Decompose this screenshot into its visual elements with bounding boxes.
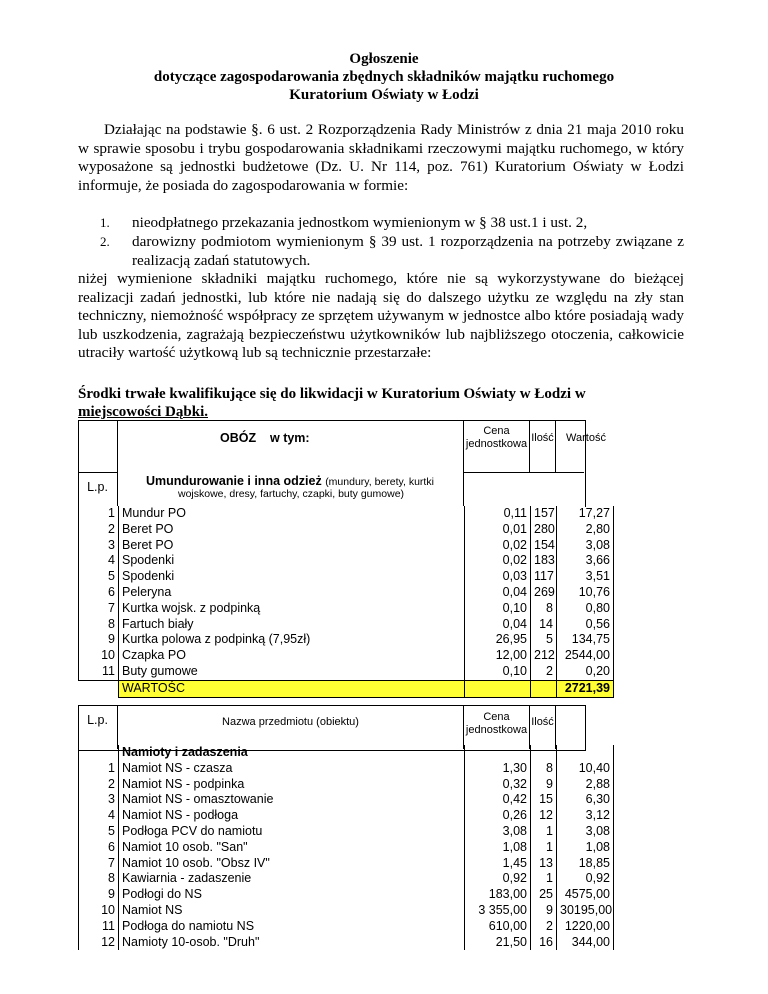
- group-empty: [557, 745, 614, 761]
- announcement-title: Ogłoszenie: [349, 51, 419, 67]
- item-name: Czapka PO: [119, 648, 465, 664]
- quantity: 212: [531, 648, 557, 664]
- table-row: [79, 585, 614, 601]
- value: 0,92: [557, 871, 614, 887]
- table-row: [79, 792, 614, 808]
- row-number: 10: [79, 648, 119, 664]
- section-title-line2: miejscowości Dąbki.: [78, 404, 208, 420]
- quantity: 154: [531, 538, 557, 554]
- table2: [78, 745, 614, 950]
- row-number: 9: [79, 887, 119, 903]
- quantity: 8: [531, 761, 557, 777]
- unit-price: 3 355,00: [465, 903, 531, 919]
- quantity: 117: [531, 569, 557, 585]
- item-name: Buty gumowe: [119, 664, 465, 680]
- table1-qty-header: Ilość: [531, 432, 554, 444]
- unit-price: 3,08: [465, 824, 531, 840]
- item-name: Kurtka wojsk. z podpinką: [119, 601, 465, 617]
- value: 344,00: [557, 935, 614, 951]
- table2-qty-header: Ilość: [531, 716, 554, 728]
- table-row: [79, 601, 614, 617]
- table-row: [79, 887, 614, 903]
- row-number: 6: [79, 840, 119, 856]
- item-name: Namiot 10 osob. "Obsz IV": [119, 856, 465, 872]
- value: 10,40: [557, 761, 614, 777]
- list-number: 1.: [100, 215, 110, 230]
- value: 3,51: [557, 569, 614, 585]
- table1-lp-header: L.p.: [87, 480, 108, 494]
- row-number: 11: [79, 664, 119, 680]
- quantity: 16: [531, 935, 557, 951]
- group-empty: [531, 745, 557, 761]
- item-name: Beret PO: [119, 522, 465, 538]
- item-name: Namiot 10 osob. "San": [119, 840, 465, 856]
- unit-price: 610,00: [465, 919, 531, 935]
- table-row: [79, 808, 614, 824]
- list-text: nieodpłatnego przekazania jednostkom wymienionym w § 38 ust.1 i ust. 2,: [132, 214, 588, 231]
- item-name: Fartuch biały: [119, 617, 465, 633]
- row-number: 12: [79, 935, 119, 951]
- value: 30195,00: [557, 903, 614, 919]
- row-number: 3: [79, 538, 119, 554]
- quantity: 8: [531, 601, 557, 617]
- table1-group-title: Umundurowanie i inna odzież (mundury, berety, kurtki: [146, 474, 434, 488]
- unit-price: 0,04: [465, 585, 531, 601]
- unit-price: 0,04: [465, 617, 531, 633]
- item-name: Spodenki: [119, 569, 465, 585]
- table2-price-header: Cena jednostkowa: [465, 711, 528, 736]
- total-label: WARTOŚC: [119, 680, 465, 697]
- table1-value-header: Wartość: [566, 432, 606, 444]
- value: 2,88: [557, 777, 614, 793]
- table-row: [79, 538, 614, 554]
- item-name: Namiot NS - podpinka: [119, 777, 465, 793]
- quantity: 14: [531, 617, 557, 633]
- quantity: 12: [531, 808, 557, 824]
- table-row: [79, 840, 614, 856]
- unit-price: 0,42: [465, 792, 531, 808]
- row-number: 6: [79, 585, 119, 601]
- unit-price: 0,11: [465, 506, 531, 522]
- table-row: [79, 935, 614, 951]
- value: 0,20: [557, 664, 614, 680]
- unit-price: 1,45: [465, 856, 531, 872]
- quantity: 25: [531, 887, 557, 903]
- table-row: [79, 777, 614, 793]
- quantity: 9: [531, 903, 557, 919]
- unit-price: 26,95: [465, 632, 531, 648]
- unit-price: 1,30: [465, 761, 531, 777]
- value: 0,56: [557, 617, 614, 633]
- quantity: 5: [531, 632, 557, 648]
- unit-price: 12,00: [465, 648, 531, 664]
- row-number: 4: [79, 553, 119, 569]
- announcement-subtitle: dotyczące zagospodarowania zbędnych składników majątku ruchomego: [153, 69, 615, 85]
- table1-camp-header: OBÓZ: [220, 431, 257, 445]
- announcement-institution: Kuratorium Oświaty w Łodzi: [289, 87, 479, 103]
- row-number: 1: [79, 761, 119, 777]
- item-name: Namiot NS - omasztowanie: [119, 792, 465, 808]
- table-row: [79, 761, 614, 777]
- table2-lp-header: L.p.: [87, 713, 108, 727]
- table-row: [79, 871, 614, 887]
- item-name: Podłoga do namiotu NS: [119, 919, 465, 935]
- table-row: [79, 569, 614, 585]
- quantity: 280: [531, 522, 557, 538]
- list-text: darowizny podmiotom wymienionym § 39 ust. 1 rozporządzenia na potrzeby związane z realizacją zadań statutowych.: [132, 233, 684, 269]
- total-empty: [531, 680, 557, 697]
- total-empty: [465, 680, 531, 697]
- items-description-paragraph: niżej wymienione składniki majątku ruchomego, które nie są wykorzystywane do bieżącej realizacji zadań jednostki, lub które nie nadają się do dalszego użytku ze względu na zły stan techniczny, niemożność współpracy ze sprzętem używanym w jednostce albo które posiadają wady lub uszkodzenia, zagrażają bezpieczeństwu użytkowników lub najbliższego otoczenia, całkowicie utraciły wartość użytkową lub są technicznie przestarzałe:: [78, 270, 684, 362]
- value: 2,80: [557, 522, 614, 538]
- row-number: 1: [79, 506, 119, 522]
- value: 18,85: [557, 856, 614, 872]
- row-number: 5: [79, 569, 119, 585]
- value: 0,80: [557, 601, 614, 617]
- row-number: 7: [79, 601, 119, 617]
- value: 3,66: [557, 553, 614, 569]
- unit-price: 0,02: [465, 553, 531, 569]
- unit-price: 0,10: [465, 664, 531, 680]
- unit-price: 0,02: [465, 538, 531, 554]
- total-lp: [79, 680, 119, 697]
- value: 17,27: [557, 506, 614, 522]
- item-name: Namiot NS - czasza: [119, 761, 465, 777]
- item-name: Kawiarnia - zadaszenie: [119, 871, 465, 887]
- list-number: 2.: [100, 234, 110, 249]
- unit-price: 21,50: [465, 935, 531, 951]
- total-value: 2721,39: [557, 680, 614, 697]
- row-number: 3: [79, 792, 119, 808]
- unit-price: 183,00: [465, 887, 531, 903]
- unit-price: 0,32: [465, 777, 531, 793]
- item-name: Namiot NS: [119, 903, 465, 919]
- quantity: 13: [531, 856, 557, 872]
- quantity: 269: [531, 585, 557, 601]
- table-row: [79, 664, 614, 680]
- table1-price-header: Cena jednostkowa: [465, 425, 528, 450]
- total-row: [79, 680, 614, 697]
- value: 4575,00: [557, 887, 614, 903]
- unit-price: 0,01: [465, 522, 531, 538]
- group-title: Namioty i zadaszenia: [119, 745, 465, 761]
- item-name: Podłogi do NS: [119, 887, 465, 903]
- row-number: 8: [79, 871, 119, 887]
- item-name: Mundur PO: [119, 506, 465, 522]
- row-number: 10: [79, 903, 119, 919]
- quantity: 9: [531, 777, 557, 793]
- unit-price: 0,26: [465, 808, 531, 824]
- value: 3,12: [557, 808, 614, 824]
- value: 10,76: [557, 585, 614, 601]
- unit-price: 0,10: [465, 601, 531, 617]
- item-name: Spodenki: [119, 553, 465, 569]
- row-number: 11: [79, 919, 119, 935]
- table-row: [79, 919, 614, 935]
- table-row: [79, 824, 614, 840]
- row-number: 2: [79, 777, 119, 793]
- item-name: Peleryna: [119, 585, 465, 601]
- table1-wtym-header: w tym:: [270, 431, 310, 445]
- row-number: 5: [79, 824, 119, 840]
- value: 6,30: [557, 792, 614, 808]
- row-number: 2: [79, 522, 119, 538]
- quantity: 183: [531, 553, 557, 569]
- table-row: [79, 856, 614, 872]
- table-row: [79, 648, 614, 664]
- item-name: Namiot NS - podłoga: [119, 808, 465, 824]
- row-number: 9: [79, 632, 119, 648]
- section-title: [78, 385, 684, 421]
- quantity: 2: [531, 664, 557, 680]
- row-number: 8: [79, 617, 119, 633]
- table-row: [79, 632, 614, 648]
- row-number: 4: [79, 808, 119, 824]
- table1: [78, 506, 614, 698]
- value: 1,08: [557, 840, 614, 856]
- quantity: 1: [531, 871, 557, 887]
- item-name: Kurtka polowa z podpinką (7,95zł): [119, 632, 465, 648]
- unit-price: 1,08: [465, 840, 531, 856]
- table-row: [79, 617, 614, 633]
- unit-price: 0,03: [465, 569, 531, 585]
- unit-price: 0,92: [465, 871, 531, 887]
- item-name: Beret PO: [119, 538, 465, 554]
- value: 3,08: [557, 538, 614, 554]
- item-name: Namioty 10-osob. "Druh": [119, 935, 465, 951]
- table1-group-note: wojskowe, dresy, fartuchy, czapki, buty gumowe): [178, 488, 405, 500]
- quantity: 1: [531, 840, 557, 856]
- item-name: Podłoga PCV do namiotu: [119, 824, 465, 840]
- value: 1220,00: [557, 919, 614, 935]
- section-title-line1: Środki trwałe kwalifikujące się do likwidacji w Kuratorium Oświaty w Łodzi w: [78, 386, 586, 402]
- row-number: 7: [79, 856, 119, 872]
- quantity: 1: [531, 824, 557, 840]
- value: 134,75: [557, 632, 614, 648]
- group-empty: [465, 745, 531, 761]
- table2-name-header: Nazwa przedmiotu (obiektu): [222, 716, 359, 728]
- quantity: 15: [531, 792, 557, 808]
- group-row: [79, 745, 614, 761]
- table-row: [79, 506, 614, 522]
- quantity: 157: [531, 506, 557, 522]
- intro-paragraph: Działając na podstawie §. 6 ust. 2 Rozporządzenia Rady Ministrów z dnia 21 maja 2010 roku w sprawie sposobu i trybu gospodarowania składnikami rzeczowymi majątku ruchomego, w który wyposażone są jednostki budżetowe (Dz. U. Nr 114, poz. 761) Kuratorium Oświaty w Łodzi informuje, że posiada do zagospodarowania w formie:: [78, 121, 684, 194]
- table-row: [79, 903, 614, 919]
- table-row: [79, 553, 614, 569]
- table-row: [79, 522, 614, 538]
- quantity: 2: [531, 919, 557, 935]
- value: 2544,00: [557, 648, 614, 664]
- value: 3,08: [557, 824, 614, 840]
- group-lp: [79, 745, 119, 761]
